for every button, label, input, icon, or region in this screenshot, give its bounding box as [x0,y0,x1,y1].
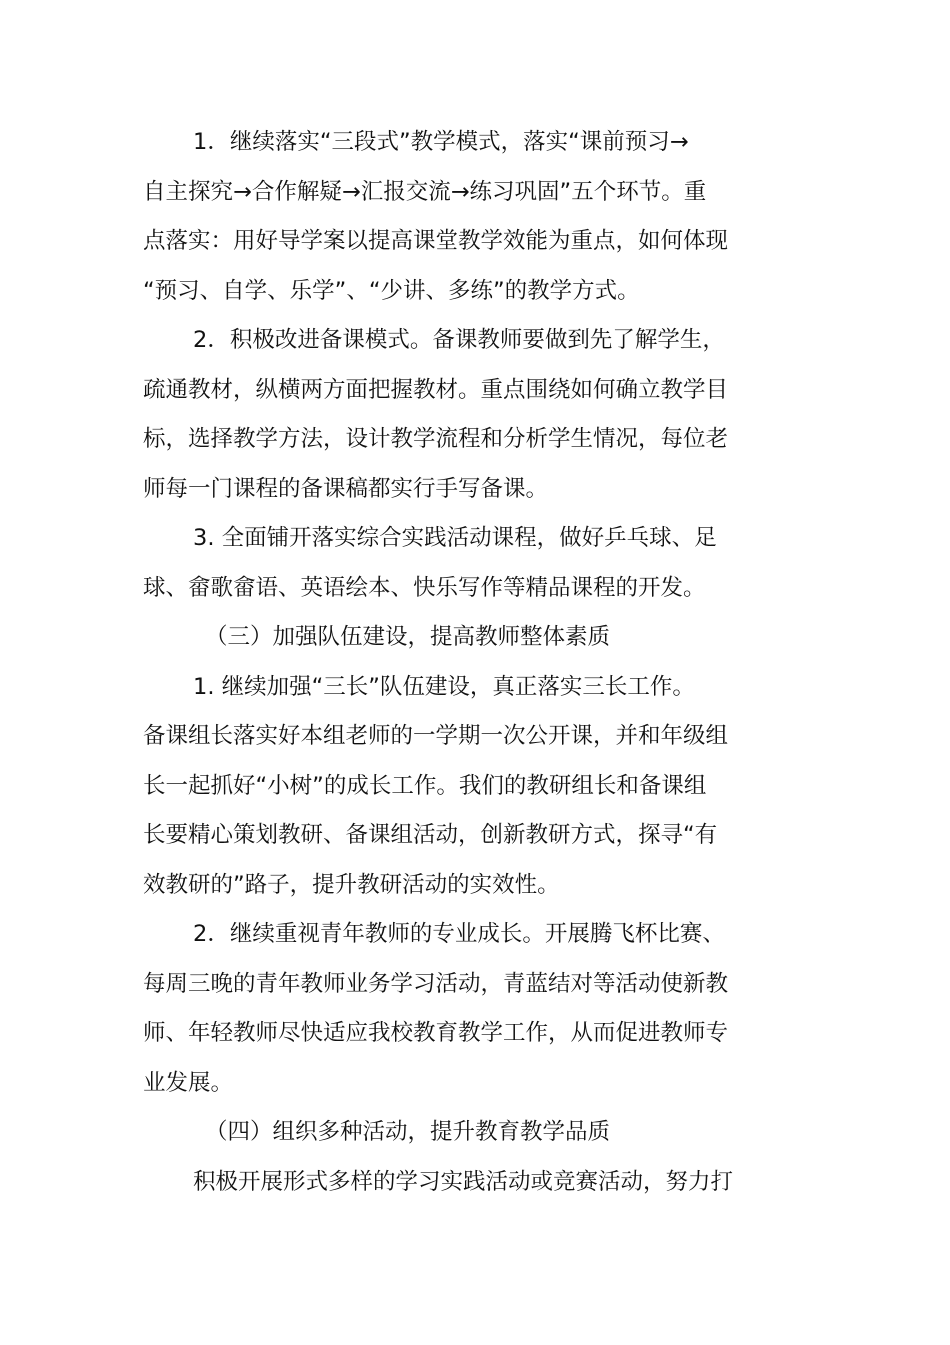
paragraph-item-2 [143,316,743,514]
text-line: 点落实：用好导学案以提高课堂教学效能为重点，如何体现 [143,228,729,254]
text-line: 备课组长落实好本组老师的一学期一次公开课，并和年级组 [143,723,729,749]
section-heading-4 [143,1108,743,1158]
text-line: 积极开展形式多样的学习实践活动或竞赛活动，努力打 [193,1168,734,1195]
text-line: 标，选择教学方法，设计教学流程和分析学生情况，每位老 [143,426,729,452]
text-line: 业发展。 [143,1069,234,1096]
paragraph-item-1 [143,118,743,316]
text-line: 师、年轻教师尽快适应我校教育教学工作，从而促进教师专 [143,1020,729,1046]
text-line: 效教研的”路子，提升教研活动的实效性。 [143,871,560,898]
text-line: 1．继续落实“三段式”教学模式，落实“课前预习→ [193,129,689,155]
text-line: 师每一门课程的备课稿都实行手写备课。 [143,475,549,502]
text-line: 疏通教材，纵横两方面把握教材。重点围绕如何确立教学目 [143,376,729,403]
text-line: 长一起抓好“小树”的成长工作。我们的教研组长和备课组 [143,772,707,799]
text-line: 2．积极改进备课模式。备课教师要做到先了解学生， [193,327,725,353]
text-line: 自主探究→合作解疑→汇报交流→练习巩固”五个环节。重 [143,178,707,205]
text-line: 长要精心策划教研、备课组活动，创新教研方式，探寻“有 [143,822,718,848]
text-line: 每周三晚的青年教师业务学习活动，青蓝结对等活动使新教 [143,970,729,997]
text-line: 1. 继续加强“三长”队伍建设，真正落实三长工作。 [193,673,695,700]
heading-line: （三）加强队伍建设，提高教师整体素质 [205,624,611,650]
paragraph-item-3 [143,514,743,613]
text-line: 球、畲歌畲语、英语绘本、快乐写作等精品课程的开发。 [143,574,706,601]
text-line: 2．继续重视青年教师的专业成长。开展腾飞杯比赛、 [193,921,725,947]
document-body [143,118,743,1207]
text-line: 3. 全面铺开落实综合实践活动课程，做好乒乓球、足 [193,525,717,551]
section-heading-3 [143,613,743,663]
heading-line: （四）组织多种活动，提升教育教学品质 [205,1119,611,1145]
paragraph-item-5 [143,910,743,1108]
paragraph-item-6 [143,1158,743,1208]
paragraph-item-4 [143,663,743,911]
text-line: “预习、自学、乐学”、“少讲、多练”的教学方式。 [143,277,640,304]
